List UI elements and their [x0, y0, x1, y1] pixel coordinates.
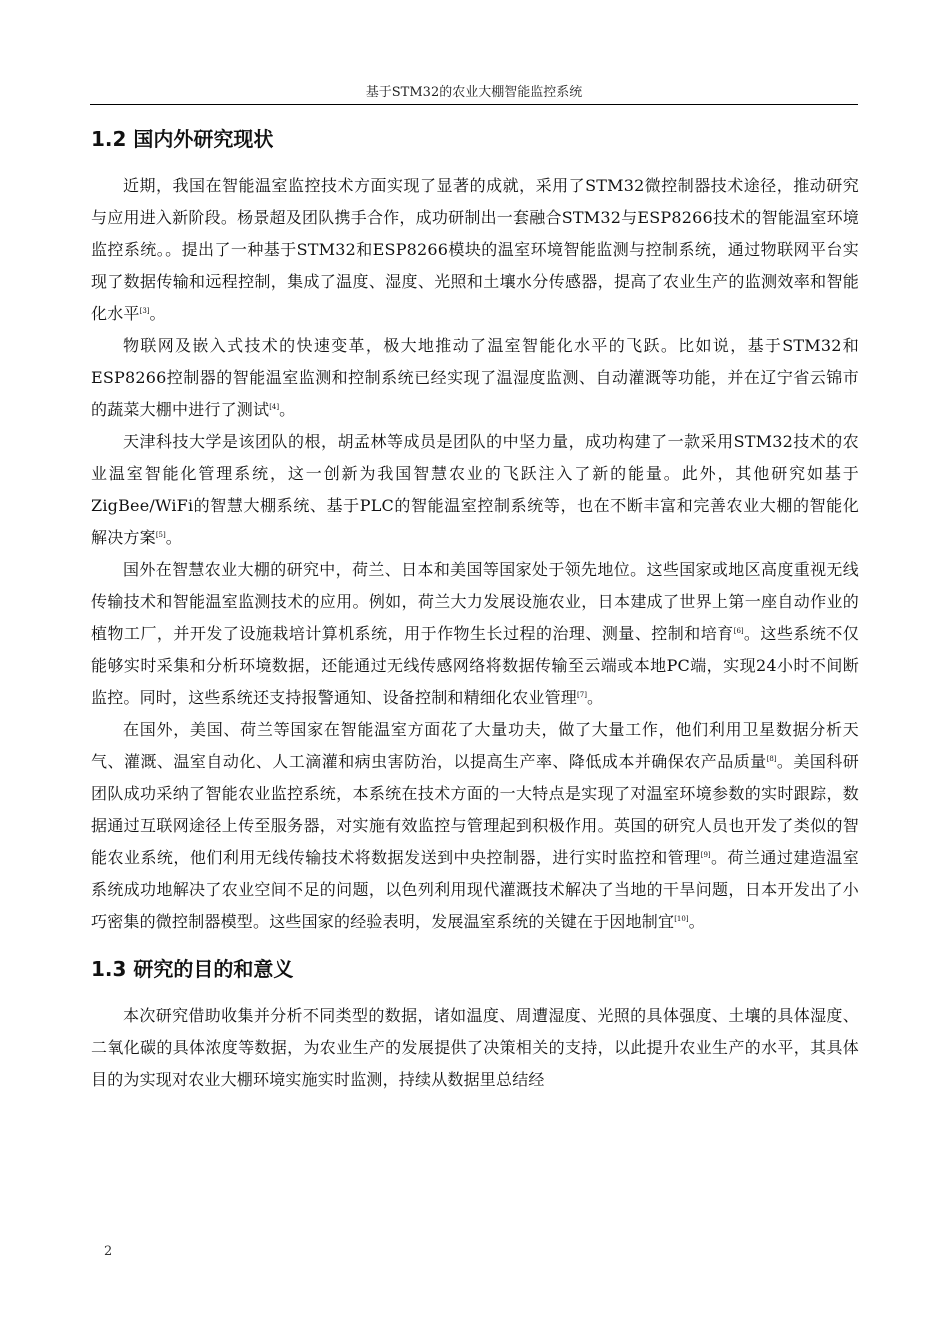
citation-marker: [7]	[577, 691, 587, 699]
citation-marker: [6]	[733, 627, 744, 635]
citation-marker: [10]	[674, 915, 689, 923]
page-body	[91, 118, 859, 1096]
paragraph: 国外在智慧农业大棚的研究中，荷兰、日本和美国等国家处于领先地位。这些国家或地区高度重视无线传输技术和智能温室监测技术的应用。例如，荷兰大力发展设施农业，日本建成了世界上第一座自动作业的植物工厂，并开发了设施栽培计算机系统，用于作物生长过程的治理、测量、控制和培育[6]。这些系统不仅能够实时采集和分析环境数据，还能通过无线传感网络将数据传输至云端或本地PC端，实现24小时不间断监控。同时，这些系统还支持报警通知、设备控制和精细化农业管理[7]。	[91, 560, 859, 707]
paragraph: 近期，我国在智能温室监控技术方面实现了显著的成就，采用了STM32微控制器技术途径，推动研究与应用进入新阶段。杨景超及团队携手合作，成功研制出一套融合STM32与ESP8266技术的智能温室环境监控系统。。提出了一种基于STM32和ESP8266模块的温室环境智能监测与控制系统，通过物联网平台实现了数据传输和远程控制，集成了温度、湿度、光照和土壤水分传感器，提高了农业生产的监测效率和智能化水平[3]。	[91, 176, 859, 323]
citation-marker: [8]	[766, 755, 777, 763]
paragraph: 天津科技大学是该团队的根，胡孟林等成员是团队的中坚力量，成功构建了一款采用STM32技术的农业温室智能化管理系统，这一创新为我国智慧农业的飞跃注入了新的能量。此外，其他研究如基于ZigBee/WiFi的智慧大棚系统、基于PLC的智能温室控制系统等，也在不断丰富和完善农业大棚的智能化解决方案[5]。	[91, 432, 859, 547]
page-number: 2	[104, 1244, 113, 1259]
section-heading-research-purpose: 1.3 研究的目的和意义	[91, 957, 294, 981]
citation-marker: [9]	[700, 851, 711, 859]
paragraph: 本次研究借助收集并分析不同类型的数据，诸如温度、周遭湿度、光照的具体强度、土壤的具体湿度、二氧化碳的具体浓度等数据，为农业生产的发展提供了决策相关的支持，以此提升农业生产的水平，其具体目的为实现对农业大棚环境实施实时监测，持续从数据里总结经	[91, 1006, 859, 1089]
paragraph: 物联网及嵌入式技术的快速变革，极大地推动了温室智能化水平的飞跃。比如说，基于STM32和ESP8266控制器的智能温室监测和控制系统已经实现了温湿度监测、自动灌溉等功能，并在辽宁省云锦市的蔬菜大棚中进行了测试[4]。	[91, 336, 859, 419]
citation-marker: [5]	[155, 531, 166, 539]
citation-marker: [3]	[139, 307, 150, 315]
paragraph: 在国外，美国、荷兰等国家在智能温室方面花了大量功夫，做了大量工作，他们利用卫星数据分析天气、灌溉、温室自动化、人工滴灌和病虫害防治，以提高生产率、降低成本并确保农产品质量[8]。美国科研团队成功采纳了智能农业监控系统，本系统在技术方面的一大特点是实现了对温室环境参数的实时跟踪，数据通过互联网途径上传至服务器，对实施有效监控与管理起到积极作用。英国的研究人员也开发了类似的智能农业系统，他们利用无线传输技术将数据发送到中央控制器，进行实时监控和管理[9]。荷兰通过建造温室系统成功地解决了农业空间不足的问题，以色列利用现代灌溉技术解决了当地的干旱问题，日本开发出了小巧密集的微控制器模型。这些国家的经验表明，发展温室系统的关键在于因地制宜[10]。	[91, 720, 859, 931]
running-header: 基于STM32的农业大棚智能监控系统	[365, 85, 583, 100]
section-heading-research-status: 1.2 国内外研究现状	[91, 127, 274, 151]
citation-marker: [4]	[269, 403, 280, 411]
header-rule	[90, 104, 858, 105]
